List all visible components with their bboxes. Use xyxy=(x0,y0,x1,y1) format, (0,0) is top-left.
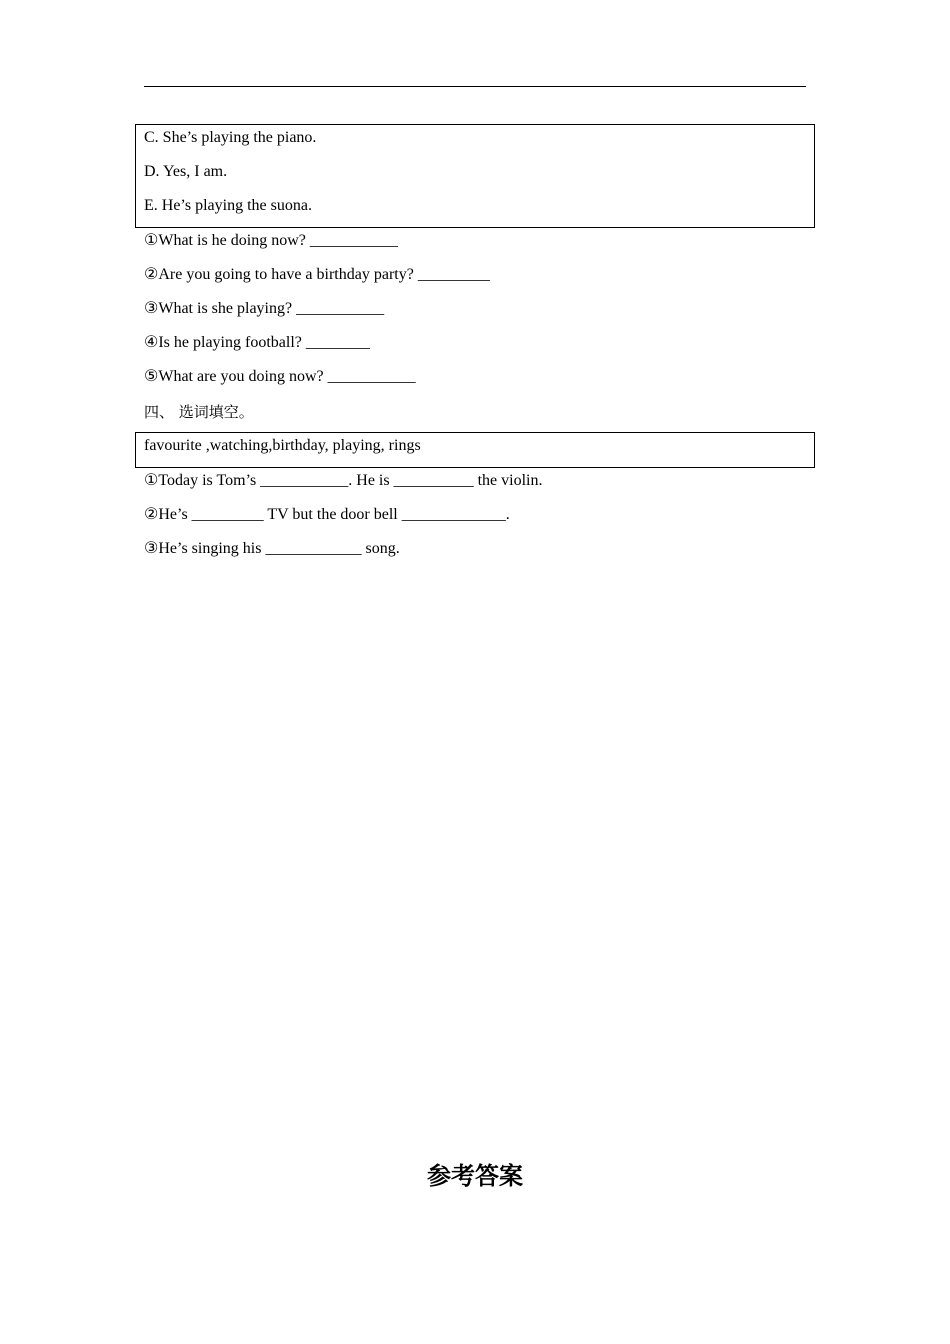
question-2: ②Are you going to have a birthday party? _________ xyxy=(144,266,490,283)
answers-title: 参考答案 xyxy=(427,1162,523,1190)
header-rule xyxy=(144,86,806,87)
question-3: ③What is she playing? ___________ xyxy=(144,300,385,317)
fill-item-3: ③He’s singing his ____________ song. xyxy=(144,540,400,557)
section-4-heading: 四、 选词填空。 xyxy=(144,403,254,421)
question-4: ④Is he playing football? ________ xyxy=(144,334,370,351)
fill-item-1: ①Today is Tom’s ___________. He is __________ the violin. xyxy=(144,472,543,489)
option-e: E. He’s playing the suona. xyxy=(144,197,312,214)
option-d: D. Yes, I am. xyxy=(144,163,228,180)
question-5: ⑤What are you doing now? ___________ xyxy=(144,368,416,385)
question-1: ①What is he doing now? ___________ xyxy=(144,232,398,249)
option-c: C. She’s playing the piano. xyxy=(144,129,317,146)
fill-item-2: ②He’s _________ TV but the door bell _____________. xyxy=(144,506,510,523)
word-bank: favourite ,watching,birthday, playing, rings xyxy=(144,437,421,454)
